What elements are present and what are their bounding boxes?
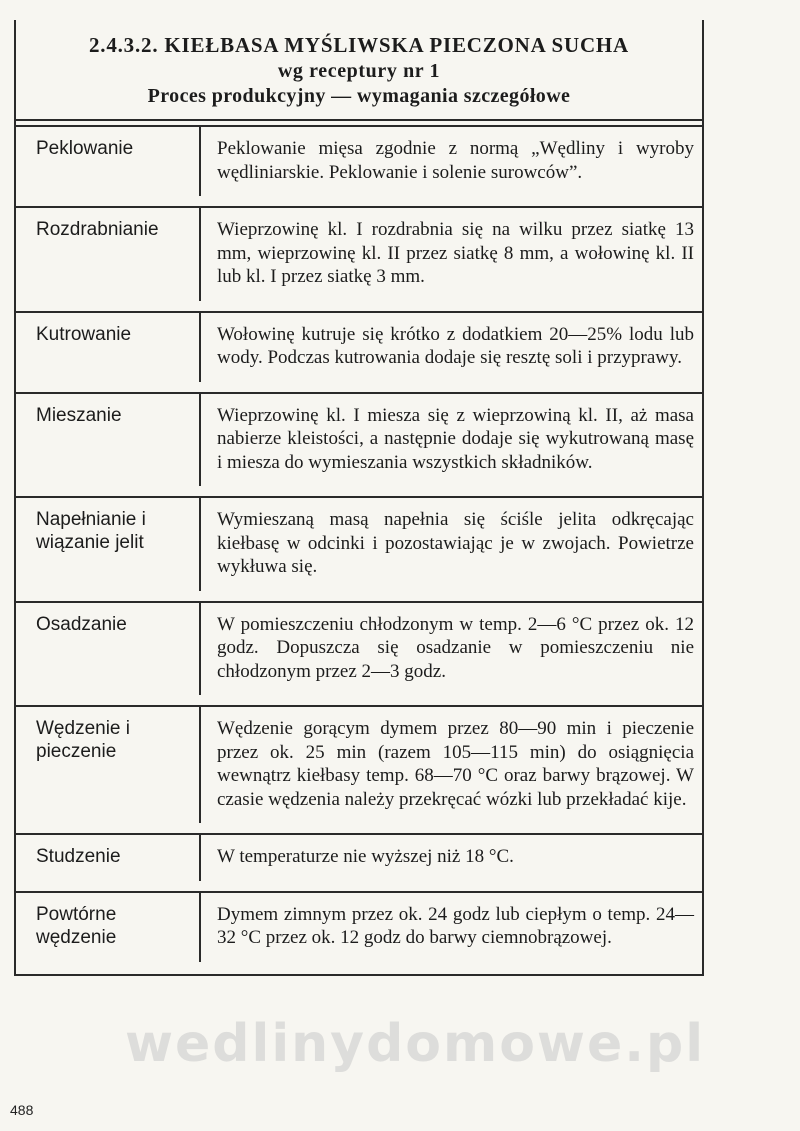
process-step-name: Powtórne wędzenie (16, 893, 201, 962)
document-page (14, 20, 704, 976)
process-step-name: Rozdrabnianie (16, 208, 201, 301)
recipe-reference: wg receptury nr 1 (277, 60, 441, 82)
process-table (16, 125, 702, 962)
process-step-description: Peklowanie mięsa zgodnie z normą „Wędliny i wyroby wędliniarskie. Peklowanie i solenie surowców”. (217, 138, 694, 183)
process-step-name: Napełnianie i wiązanie jelit (16, 498, 201, 591)
process-step-name: Osadzanie (16, 603, 201, 696)
process-step-description: W temperaturze nie wyższej niż 18 °C. (217, 846, 514, 867)
table-row (16, 311, 702, 382)
process-step-description: Wieprzowinę kl. I miesza się z wieprzowiną kl. II, aż masa nabierze kleistości, a następnie dodaje się wykutrowaną masę i miesza do wymieszania wszystkich składników. (217, 404, 694, 473)
process-step-name: Wędzenie i pieczenie (16, 707, 201, 823)
table-row (16, 891, 702, 962)
table-row (16, 392, 702, 487)
table-row (16, 496, 702, 591)
table-row (16, 206, 702, 301)
document-title: 2.4.3.2. KIEŁBASA MYŚLIWSKA PIECZONA SUCHA (88, 33, 630, 57)
process-step-name: Studzenie (16, 835, 201, 881)
watermark: wedlinydomowe.pl (124, 1014, 706, 1074)
table-bottom-rule (16, 974, 702, 976)
process-step-description: Wołowinę kutruje się krótko z dodatkiem 20—25% lodu lub wody. Podczas kutrowania dodaje się resztę soli i przyprawy. (217, 323, 694, 368)
table-row (16, 833, 702, 881)
process-step-description: Wędzenie gorącym dymem przez 80—90 min i pieczenie przez ok. 25 min (razem 105—115 min) do osiągnięcia wewnątrz kiełbasy temp. 68—70 °C oraz barwy brązowej. W czasie wędzenia należy przekręcać wózki lub przekładać kije. (217, 718, 694, 810)
process-step-description: Wymieszaną masą napełnia się ściśle jelita odkręcając kiełbasę w odcinki i pozostawiając je w zwojach. Powietrze wykłuwa się. (217, 509, 694, 577)
table-row (16, 705, 702, 823)
process-step-description: W pomieszczeniu chłodzonym w temp. 2—6 °C przez ok. 12 godz. Dopuszcza się osadzanie w pomieszczeniu nie chłodzonym przez 2—3 godz. (217, 613, 694, 682)
process-step-name: Peklowanie (16, 127, 201, 196)
process-step-name: Kutrowanie (16, 313, 201, 382)
page-number: 488 (10, 1102, 34, 1118)
section-heading: Proces produkcyjny — wymagania szczegółowe (147, 85, 571, 107)
document-header (16, 20, 702, 121)
process-step-name: Mieszanie (16, 394, 201, 487)
table-row (16, 601, 702, 696)
process-step-description: Dymem zimnym przez ok. 24 godz lub ciepłym o temp. 24—32 °C przez ok. 12 godz do barwy ciemnobrązowej. (217, 903, 694, 948)
process-step-description: Wieprzowinę kl. I rozdrabnia się na wilku przez siatkę 13 mm, wieprzowinę kl. II przez siatkę 8 mm, a wołowinę kl. II lub kl. I przez siatkę 3 mm. (217, 219, 694, 287)
table-row (16, 127, 702, 196)
